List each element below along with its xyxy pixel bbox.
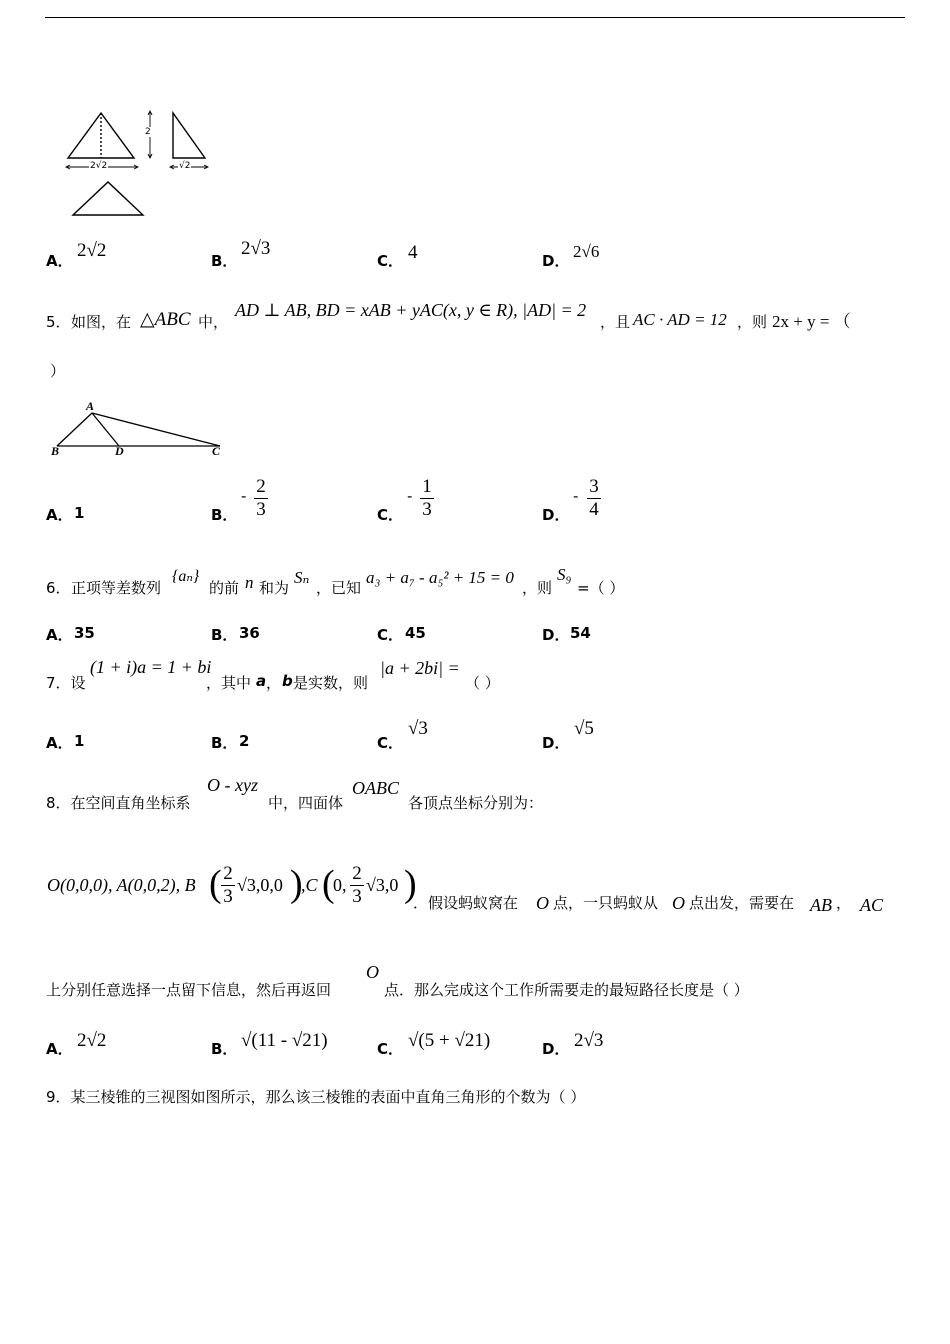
q5-option-c-den: 3 — [422, 499, 432, 520]
q8-text-d: 点，一只蚂蚁从 — [553, 894, 659, 912]
top-view — [73, 182, 143, 215]
q7-option-b-value: 2 — [239, 732, 250, 750]
q7-option-d-value: √5 — [574, 718, 594, 739]
q5-option-a-value: 1 — [74, 504, 85, 522]
q5-number: 5． — [46, 313, 71, 331]
q6-s9: S₉ — [557, 565, 572, 584]
q8-o3: O — [366, 962, 379, 982]
side-view — [173, 113, 205, 158]
q8-c-left-paren: ( — [322, 863, 335, 905]
side-base-label: √2 — [179, 161, 191, 171]
q4-option-a-label[interactable]: A． — [46, 252, 73, 270]
q5-option-c-label[interactable]: C． — [377, 506, 404, 524]
q6-option-c-label[interactable]: C． — [377, 626, 404, 644]
q6-text-c: 和为 — [259, 579, 290, 597]
q8-option-d-value: 2√3 — [574, 1030, 604, 1051]
q5-option-b-sign: - — [241, 487, 247, 505]
q8-coordinate-system: O - xyz — [207, 775, 258, 795]
q7-text-b: 是实数，则 — [293, 674, 369, 692]
point-b-label: B — [51, 444, 60, 458]
q6-sn: Sₙ — [294, 568, 310, 587]
q7-option-c-label[interactable]: C． — [377, 734, 404, 752]
q8-coords-b: √3,0,0 — [237, 875, 283, 895]
q6-option-d-value: 54 — [570, 624, 591, 642]
q5-text-c: ，且 — [600, 313, 631, 331]
point-a-label: A — [86, 399, 95, 413]
q6-equation: a₃ + a₇ - a₅² + 15 = 0 — [366, 568, 514, 587]
q5-dot-product: AC · AD = 12 — [633, 310, 727, 329]
q8-c-fraction — [350, 863, 364, 908]
q7-text-a: ，其中 — [206, 674, 252, 692]
q6-option-a-value: 35 — [74, 624, 95, 642]
three-view-figure — [60, 105, 220, 220]
q8-option-c-label[interactable]: C． — [377, 1040, 404, 1058]
q5-option-c-sign: - — [407, 487, 413, 505]
q4-option-b-label[interactable]: B． — [211, 252, 238, 270]
point-c-label: C — [212, 444, 221, 458]
q5-expression: 2x + y = （ — [772, 312, 851, 331]
q6-option-d-label[interactable]: D． — [542, 626, 570, 644]
q5-option-d-sign: - — [573, 487, 579, 505]
q8-frac-den: 3 — [223, 886, 233, 907]
q7-option-c-value: √3 — [408, 718, 428, 739]
question-9-text: 9．某三棱锥的三视图如图所示，那么该三棱锥的表面中直角三角形的个数为（ ） — [46, 1088, 586, 1106]
q5-option-a-label[interactable]: A． — [46, 506, 73, 524]
q8-frac-num: 2 — [223, 863, 233, 884]
q7-option-d-label[interactable]: D． — [542, 734, 570, 752]
q5-close-paren: ） — [50, 362, 66, 380]
q6-n: n — [245, 573, 254, 592]
header-rule — [45, 17, 905, 18]
q4-option-c-value: 4 — [408, 242, 418, 263]
q8-line3-a: 上分别任意选择一点留下信息，然后再返回 — [46, 981, 332, 999]
q6-option-b-label[interactable]: B． — [211, 626, 238, 644]
q8-frac-num-2: 2 — [352, 863, 362, 884]
q4-option-b-value: 2√3 — [241, 238, 271, 259]
q7-equation: (1 + i)a = 1 + bi — [90, 657, 212, 677]
q6-option-c-value: 45 — [405, 624, 426, 642]
q7-comma: ， — [266, 674, 282, 692]
q8-o1: O — [536, 893, 549, 913]
q8-text-a: 中，四面体 — [268, 794, 344, 812]
q8-tetrahedron: OABC — [352, 778, 399, 798]
q6-text-b: 的前 — [209, 579, 240, 597]
q7-paren: （ ） — [465, 674, 500, 692]
point-d-label: D — [115, 444, 124, 458]
height-label: 2 — [145, 127, 151, 137]
q7-abs: |a + 2bi| = — [380, 658, 460, 678]
q8-ac: AC — [860, 895, 884, 915]
q6-text-a: 正项等差数列 — [71, 579, 162, 597]
q8-coords-c: ,C — [301, 875, 318, 895]
q6-option-b-value: 36 — [239, 624, 260, 642]
q5-option-b-den: 3 — [256, 499, 266, 520]
q8-o2: O — [672, 893, 685, 913]
q5-text-a: 如图，在 — [71, 313, 132, 331]
q8-ab: AB — [810, 895, 832, 915]
q5-option-d-label[interactable]: D． — [542, 506, 570, 524]
q8-text-c: ．假设蚂蚁窝在 — [413, 894, 519, 912]
q5-option-b-num: 2 — [256, 476, 266, 497]
q8-frac-den-2: 3 — [352, 886, 362, 907]
q5-text-d: ，则 — [737, 313, 768, 331]
q7-number: 7．设 — [46, 674, 86, 692]
q5-option-d-fraction — [587, 476, 601, 521]
q5-option-b-label[interactable]: B． — [211, 506, 238, 524]
q6-number: 6． — [46, 579, 71, 597]
q8-option-d-label[interactable]: D． — [542, 1040, 570, 1058]
q7-option-a-label[interactable]: A． — [46, 734, 73, 752]
q7-b: b — [282, 672, 293, 690]
q7-a: a — [256, 672, 267, 690]
q7-option-a-value: 1 — [74, 732, 85, 750]
q8-comma: ， — [836, 894, 852, 912]
q4-option-c-label[interactable]: C． — [377, 252, 404, 270]
q8-option-b-value: √(11 - √21) — [241, 1030, 328, 1051]
q8-option-c-value: √(5 + √21) — [408, 1030, 491, 1051]
q6-text-e: ，则 — [522, 579, 553, 597]
q5-condition: AD ⊥ AB, BD = xAB + yAC(x, y ∈ R), |AD| = 2 — [235, 300, 587, 320]
q8-coords-e: √3,0 — [366, 875, 399, 895]
q4-option-d-value: 2√6 — [573, 242, 600, 261]
q6-text-f: =（ ） — [577, 579, 625, 597]
q6-text-d: ，已知 — [316, 579, 362, 597]
q5-triangle: △ABC — [140, 309, 191, 330]
q4-option-d-label[interactable]: D． — [542, 252, 570, 270]
q8-number: 8．在空间直角坐标系 — [46, 794, 191, 812]
q7-option-b-label[interactable]: B． — [211, 734, 238, 752]
q8-b-left-paren: ( — [209, 863, 222, 905]
q6-option-a-label[interactable]: A． — [46, 626, 73, 644]
q8-option-a-value: 2√2 — [77, 1030, 107, 1051]
q8-text-b: 各顶点坐标分别为： — [408, 794, 544, 812]
q6-sequence: {aₙ} — [172, 568, 200, 585]
q8-b-fraction — [221, 863, 235, 908]
q8-option-a-label[interactable]: A． — [46, 1040, 73, 1058]
q8-b-right-paren: ) — [290, 863, 303, 905]
q8-option-b-label[interactable]: B． — [211, 1040, 238, 1058]
q8-line3-b: 点．那么完成这个工作所需要走的最短路径长度是（ ） — [384, 981, 749, 999]
q8-coords-d: 0, — [333, 875, 347, 895]
front-view — [68, 113, 134, 158]
q5-option-d-den: 4 — [589, 499, 599, 520]
q5-text-b: 中， — [198, 313, 229, 331]
q8-text-e: 点出发，需要在 — [689, 894, 795, 912]
q8-c-right-paren: ) — [404, 863, 417, 905]
q5-option-c-fraction — [420, 476, 434, 521]
q8-coords-a: O(0,0,0), A(0,0,2), B — [47, 875, 196, 895]
base-label: 2√2 — [90, 161, 108, 171]
q5-option-c-num: 1 — [422, 476, 432, 497]
q5-option-d-num: 3 — [589, 476, 599, 497]
triangle-abc-figure — [45, 392, 230, 462]
q4-option-a-value: 2√2 — [77, 240, 107, 261]
q5-option-b-fraction — [254, 476, 268, 521]
